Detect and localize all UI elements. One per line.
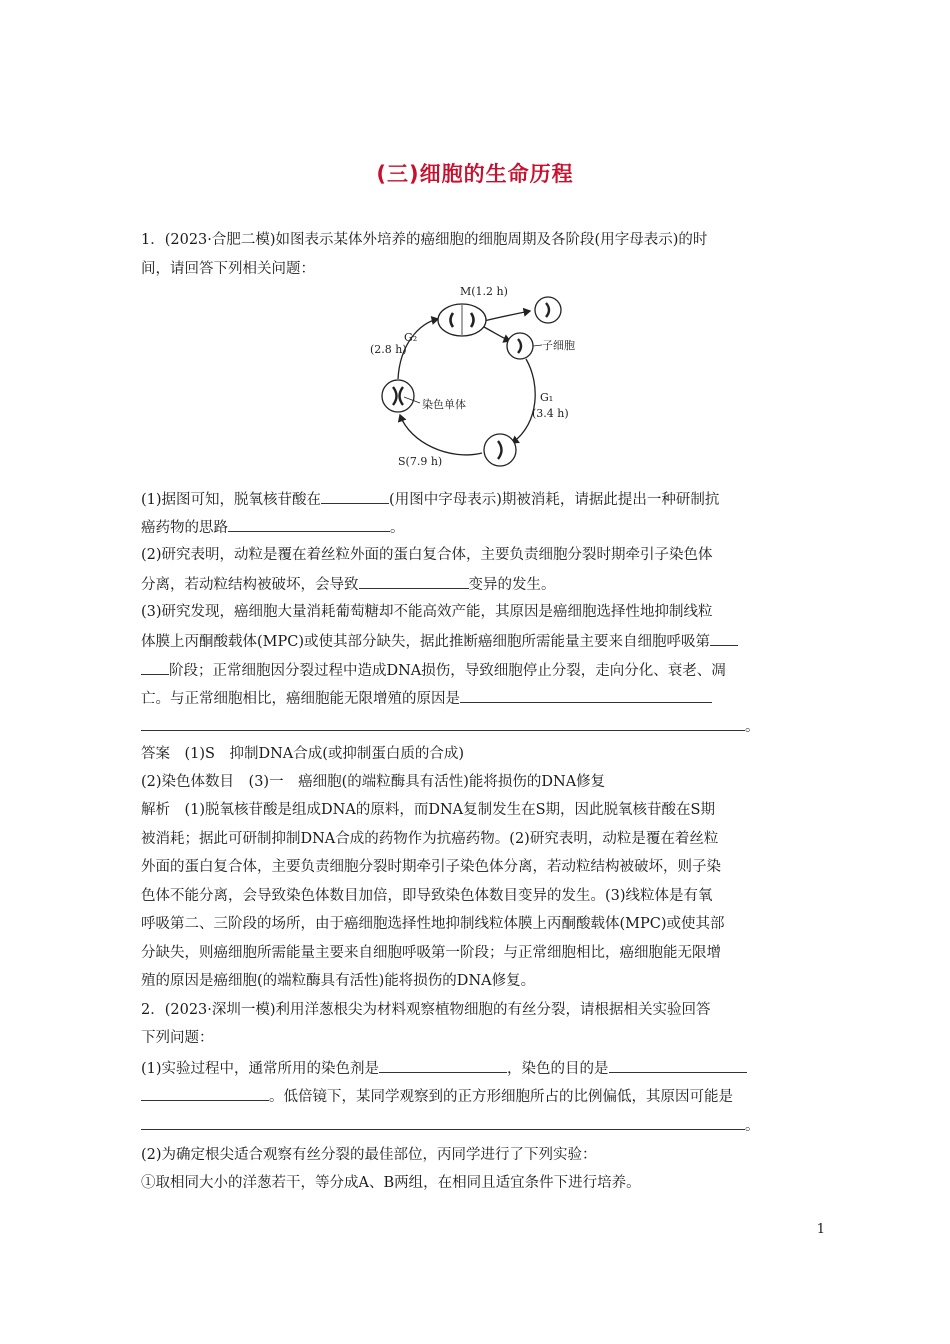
text: (1)据图可知，脱氧核苷酸在	[141, 492, 322, 508]
text: 亡。与正常细胞相比，癌细胞能无限增殖的原因是	[141, 691, 460, 707]
q1-part3-line-1: (3)研究发现，癌细胞大量消耗葡萄糖却不能高效产能，其原因是癌细胞选择性地抑制线粒	[141, 604, 713, 620]
q1-part2-line-1: (2)研究表明，动粒是覆在着丝粒外面的蛋白复合体，主要负责细胞分裂时期牵引子染色体	[141, 547, 713, 563]
arrow-m-top	[484, 311, 530, 321]
arrow-g1	[512, 359, 535, 443]
answer-blank[interactable]	[359, 573, 469, 589]
q2-stem-line-2: 下列问题：	[141, 1030, 214, 1046]
label-m: M(1.2 h)	[460, 285, 508, 298]
q1-stem-line-2: 间，请回答下列相关问题：	[141, 261, 315, 277]
daughter-cell-top-icon	[535, 297, 561, 323]
label-g1: G₁	[540, 391, 554, 404]
q1-answer-line-2: (2)染色体数目 (3)一 癌细胞(的端粒酶具有活性)能将损伤的DNA修复	[141, 774, 606, 790]
answer-blank[interactable]	[141, 715, 745, 731]
q1-part3-line-5	[141, 715, 811, 737]
label-g1-time: (3.4 h)	[532, 407, 569, 420]
q1-analysis-line: 呼吸第二、三阶段的场所，由于癌细胞选择性地抑制线粒体膜上丙酮酸载体(MPC)或使其部	[141, 916, 725, 932]
answer-blank[interactable]	[141, 1085, 269, 1101]
q2-part1-line-3	[141, 1114, 811, 1136]
label-daughter-cell: 子细胞	[542, 339, 575, 352]
text: 变异的发生。	[468, 577, 556, 593]
text: 阶段；正常细胞因分裂过程中造成DNA损伤，导致细胞停止分裂，走向分化、衰老、凋	[169, 663, 726, 679]
q1-answer-line-1: 答案 (1)S 抑制DNA合成(或抑制蛋白质的合成)	[141, 746, 465, 762]
text: 分离，若动粒结构被破坏，会导致	[141, 577, 359, 593]
q1-analysis-line: 解析 (1)脱氧核苷酸是组成DNA的原料，而DNA复制发生在S期，因此脱氧核苷酸在S期	[141, 802, 715, 818]
text: 体膜上丙酮酸载体(MPC)或使其部分缺失，据此推断癌细胞所需能量主要来自细胞呼吸第	[141, 634, 711, 650]
g1-cell-icon	[484, 434, 516, 466]
q1-part1-line-1	[141, 488, 811, 510]
chromatid-cell-icon	[382, 380, 414, 412]
answer-blank[interactable]	[710, 630, 738, 646]
text: (1)实验过程中，通常所用的染色剂是	[141, 1061, 380, 1077]
page-title: (三)细胞的生命历程	[376, 162, 574, 186]
label-s: S(7.9 h)	[398, 455, 443, 468]
daughter-cell-bottom-icon	[507, 333, 533, 359]
q1-analysis-line: 外面的蛋白复合体，主要负责细胞分裂时期牵引子染色体分离，若动粒结构被破坏，则子染	[141, 859, 721, 875]
q1-part2-line-2	[141, 573, 811, 595]
text: 癌药物的思路	[141, 520, 228, 536]
dividing-cell-icon	[438, 304, 486, 336]
q1-analysis-line: 分缺失，则癌细胞所需能量主要来自细胞呼吸第一阶段；与正常细胞相比，癌细胞能无限增	[141, 945, 721, 961]
q1-stem-line-1: 1．(2023·合肥二模)如图表示某体外培养的癌细胞的细胞周期及各阶段(用字母表示)的时	[141, 232, 708, 248]
q1-analysis-line: 被消耗；据此可研制抑制DNA合成的药物作为抗癌药物。(2)研究表明，动粒是覆在着丝粒	[141, 831, 719, 847]
text: 。	[390, 520, 405, 536]
q1-part1-line-2	[141, 516, 811, 538]
q2-part2-step-1: ①取相同大小的洋葱若干，等分成A、B两组，在相同且适宜条件下进行培养。	[141, 1175, 641, 1191]
answer-blank[interactable]	[321, 488, 389, 504]
page-number: 1	[816, 1222, 825, 1237]
answer-blank[interactable]	[609, 1057, 747, 1073]
text: 。	[745, 1118, 760, 1134]
answer-blank[interactable]	[460, 687, 712, 703]
q1-analysis-line: 殖的原因是癌细胞(的端粒酶具有活性)能将损伤的DNA修复。	[141, 973, 536, 989]
arrow-s	[400, 415, 482, 455]
q2-part2-line: (2)为确定根尖适合观察有丝分裂的最佳部位，丙同学进行了下列实验：	[141, 1147, 597, 1163]
q2-part1-line-2	[141, 1085, 811, 1107]
q2-part1-line-1	[141, 1057, 811, 1079]
q1-part3-line-4	[141, 687, 811, 709]
label-chromatid: 染色单体	[422, 398, 466, 411]
label-g2: G₂	[404, 331, 418, 344]
q1-analysis-line: 色体不能分离，会导致染色体数目加倍，即导致染色体数目变异的发生。(3)线粒体是有氧	[141, 888, 713, 904]
answer-blank[interactable]	[141, 1114, 745, 1130]
q1-part3-line-2	[141, 630, 811, 652]
q2-stem-line-1: 2．(2023·深圳一模)利用洋葱根尖为材料观察植物细胞的有丝分裂，请根据相关实验回答	[141, 1002, 711, 1018]
answer-blank[interactable]	[379, 1057, 507, 1073]
arrow-m-bottom	[484, 327, 510, 341]
answer-blank[interactable]	[228, 516, 390, 532]
label-g2-time: (2.8 h)	[370, 343, 407, 356]
text: 。	[745, 719, 760, 735]
answer-blank[interactable]	[141, 659, 169, 675]
text: (用图中字母表示)期被消耗，请据此提出一种研制抗	[389, 492, 720, 508]
q1-part3-line-3	[141, 659, 811, 681]
cell-cycle-diagram	[360, 283, 600, 473]
text: 。低倍镜下，某同学观察到的正方形细胞所占的比例偏低，其原因可能是	[269, 1089, 733, 1105]
text: ，染色的目的是	[507, 1061, 609, 1077]
